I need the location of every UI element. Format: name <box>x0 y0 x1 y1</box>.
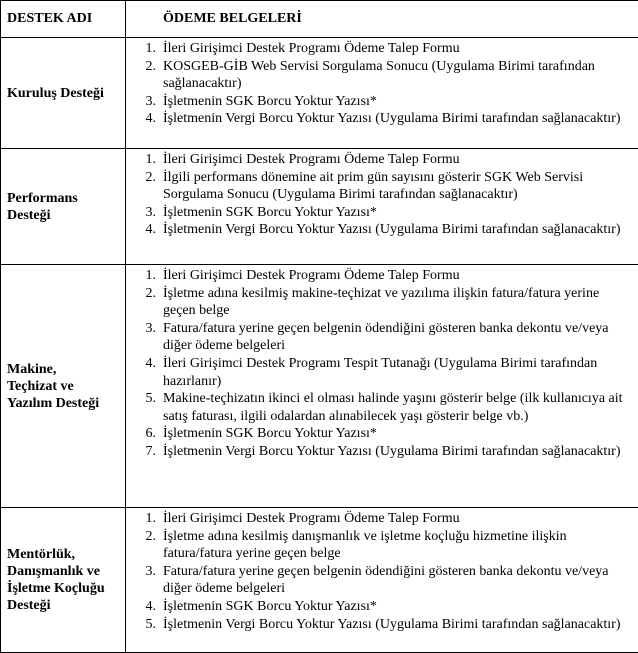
list-item <box>126 390 634 425</box>
list-item-number: 4. <box>126 598 163 616</box>
list-item-text: Fatura/fatura yerine geçen belgenin ödendiğini gösteren banka dekontu ve/veya diğer ödeme belgeleri <box>163 563 634 598</box>
documents-list <box>126 267 634 507</box>
list-item-number: 1. <box>126 40 163 58</box>
support-name-cell <box>1 38 126 149</box>
list-item-number: 3. <box>126 320 163 355</box>
list-item-text: İşletmenin Vergi Borcu Yoktur Yazısı (Uygulama Birimi tarafından sağlanacaktır) <box>163 443 634 461</box>
list-item-number: 2. <box>126 285 163 320</box>
support-name-line: Danışmanlık ve <box>7 563 121 580</box>
list-item <box>126 355 634 390</box>
list-item <box>126 40 634 58</box>
support-name-line: Teçhizat ve <box>7 378 121 395</box>
list-item-text: İlgili performans dönemine ait prim gün sayısını gösterir SGK Web Servisi Sorgulama Sonucu (Uygulama Birimi tarafından sağlanacaktır) <box>163 169 634 204</box>
list-item-number: 5. <box>126 390 163 425</box>
list-item-text: İşletmenin Vergi Borcu Yoktur Yazısı (Uygulama Birimi tarafından sağlanacaktır) <box>163 110 634 128</box>
list-item-number: 2. <box>126 169 163 204</box>
list-item-text: İşletmenin Vergi Borcu Yoktur Yazısı (Uygulama Birimi tarafından sağlanacaktır) <box>163 616 634 634</box>
list-item-text: İşletmenin SGK Borcu Yoktur Yazısı* <box>163 598 634 616</box>
list-item <box>126 285 634 320</box>
list-item-number: 2. <box>126 528 163 563</box>
support-name-cell <box>1 265 126 508</box>
table-row <box>1 265 638 508</box>
documents-cell <box>126 38 638 149</box>
list-item-text: İşletmenin SGK Borcu Yoktur Yazısı* <box>163 204 634 222</box>
list-item-text: Makine-teçhizatın ikinci el olması halinde yaşını gösterir belge (ilk kullanıcıya ait satış faturası, ilgili odalardan alınabilecek yaşı gösterir belge vb.) <box>163 390 634 425</box>
list-item-number: 3. <box>126 563 163 598</box>
list-item-number: 4. <box>126 221 163 239</box>
list-item <box>126 204 634 222</box>
documents-list <box>126 510 634 652</box>
support-name-line: İşletme Koçluğu <box>7 580 121 597</box>
support-name-line: Mentörlük, <box>7 546 121 563</box>
list-item-text: İleri Girişimci Destek Programı Tespit Tutanağı (Uygulama Birimi tarafından hazırlanır) <box>163 355 634 390</box>
list-item-number: 5. <box>126 616 163 634</box>
support-name-cell <box>1 508 126 653</box>
support-name-line: Desteği <box>7 597 121 614</box>
list-item <box>126 598 634 616</box>
list-item-number: 4. <box>126 355 163 390</box>
list-item-text: İşletme adına kesilmiş danışmanlık ve işletme koçluğu hizmetine ilişkin fatura/fatura yerine geçen belge <box>163 528 634 563</box>
support-name-line: Makine, <box>7 361 121 378</box>
list-item-text: İleri Girişimci Destek Programı Ödeme Talep Formu <box>163 151 634 169</box>
header-support-name: DESTEK ADI <box>1 1 126 38</box>
support-name-line: Yazılım Desteği <box>7 395 121 412</box>
list-item-text: İşletmenin SGK Borcu Yoktur Yazısı* <box>163 93 634 111</box>
support-name-cell <box>1 149 126 265</box>
list-item <box>126 425 634 443</box>
list-item <box>126 616 634 634</box>
table-row <box>1 38 638 149</box>
support-name-line: Kuruluş Desteği <box>7 85 121 102</box>
list-item-text: İşletmenin SGK Borcu Yoktur Yazısı* <box>163 425 634 443</box>
support-name-line: Performans <box>7 190 121 207</box>
list-item-text: Fatura/fatura yerine geçen belgenin ödendiğini gösteren banka dekontu ve/veya diğer ödeme belgeleri <box>163 320 634 355</box>
list-item <box>126 169 634 204</box>
header-payment-documents: ÖDEME BELGELERİ <box>126 1 638 38</box>
list-item <box>126 151 634 169</box>
list-item-number: 1. <box>126 151 163 169</box>
list-item-text: İşletmenin Vergi Borcu Yoktur Yazısı (Uygulama Birimi tarafından sağlanacaktır) <box>163 221 634 239</box>
list-item <box>126 528 634 563</box>
header-row <box>1 1 638 38</box>
list-item-number: 6. <box>126 425 163 443</box>
support-name-line: Desteği <box>7 207 121 224</box>
table-row <box>1 149 638 265</box>
table-row <box>1 508 638 653</box>
list-item-number: 1. <box>126 510 163 528</box>
list-item <box>126 510 634 528</box>
list-item-text: İleri Girişimci Destek Programı Ödeme Talep Formu <box>163 510 634 528</box>
documents-cell <box>126 149 638 265</box>
documents-list <box>126 151 634 264</box>
list-item-text: İleri Girişimci Destek Programı Ödeme Talep Formu <box>163 267 634 285</box>
documents-cell <box>126 508 638 653</box>
list-item <box>126 58 634 93</box>
list-item-number: 7. <box>126 443 163 461</box>
list-item-number: 3. <box>126 93 163 111</box>
documents-list <box>126 40 634 148</box>
list-item <box>126 563 634 598</box>
list-item <box>126 110 634 128</box>
documents-cell <box>126 265 638 508</box>
list-item <box>126 443 634 461</box>
list-item-text: KOSGEB-GİB Web Servisi Sorgulama Sonucu (Uygulama Birimi tarafından sağlanacaktır) <box>163 58 634 93</box>
list-item-text: İleri Girişimci Destek Programı Ödeme Talep Formu <box>163 40 634 58</box>
list-item <box>126 267 634 285</box>
list-item-number: 1. <box>126 267 163 285</box>
list-item <box>126 221 634 239</box>
list-item-number: 4. <box>126 110 163 128</box>
list-item-number: 2. <box>126 58 163 93</box>
list-item-text: İşletme adına kesilmiş makine-teçhizat ve yazılıma ilişkin fatura/fatura yerine geçen belge <box>163 285 634 320</box>
list-item <box>126 93 634 111</box>
list-item-number: 3. <box>126 204 163 222</box>
list-item <box>126 320 634 355</box>
